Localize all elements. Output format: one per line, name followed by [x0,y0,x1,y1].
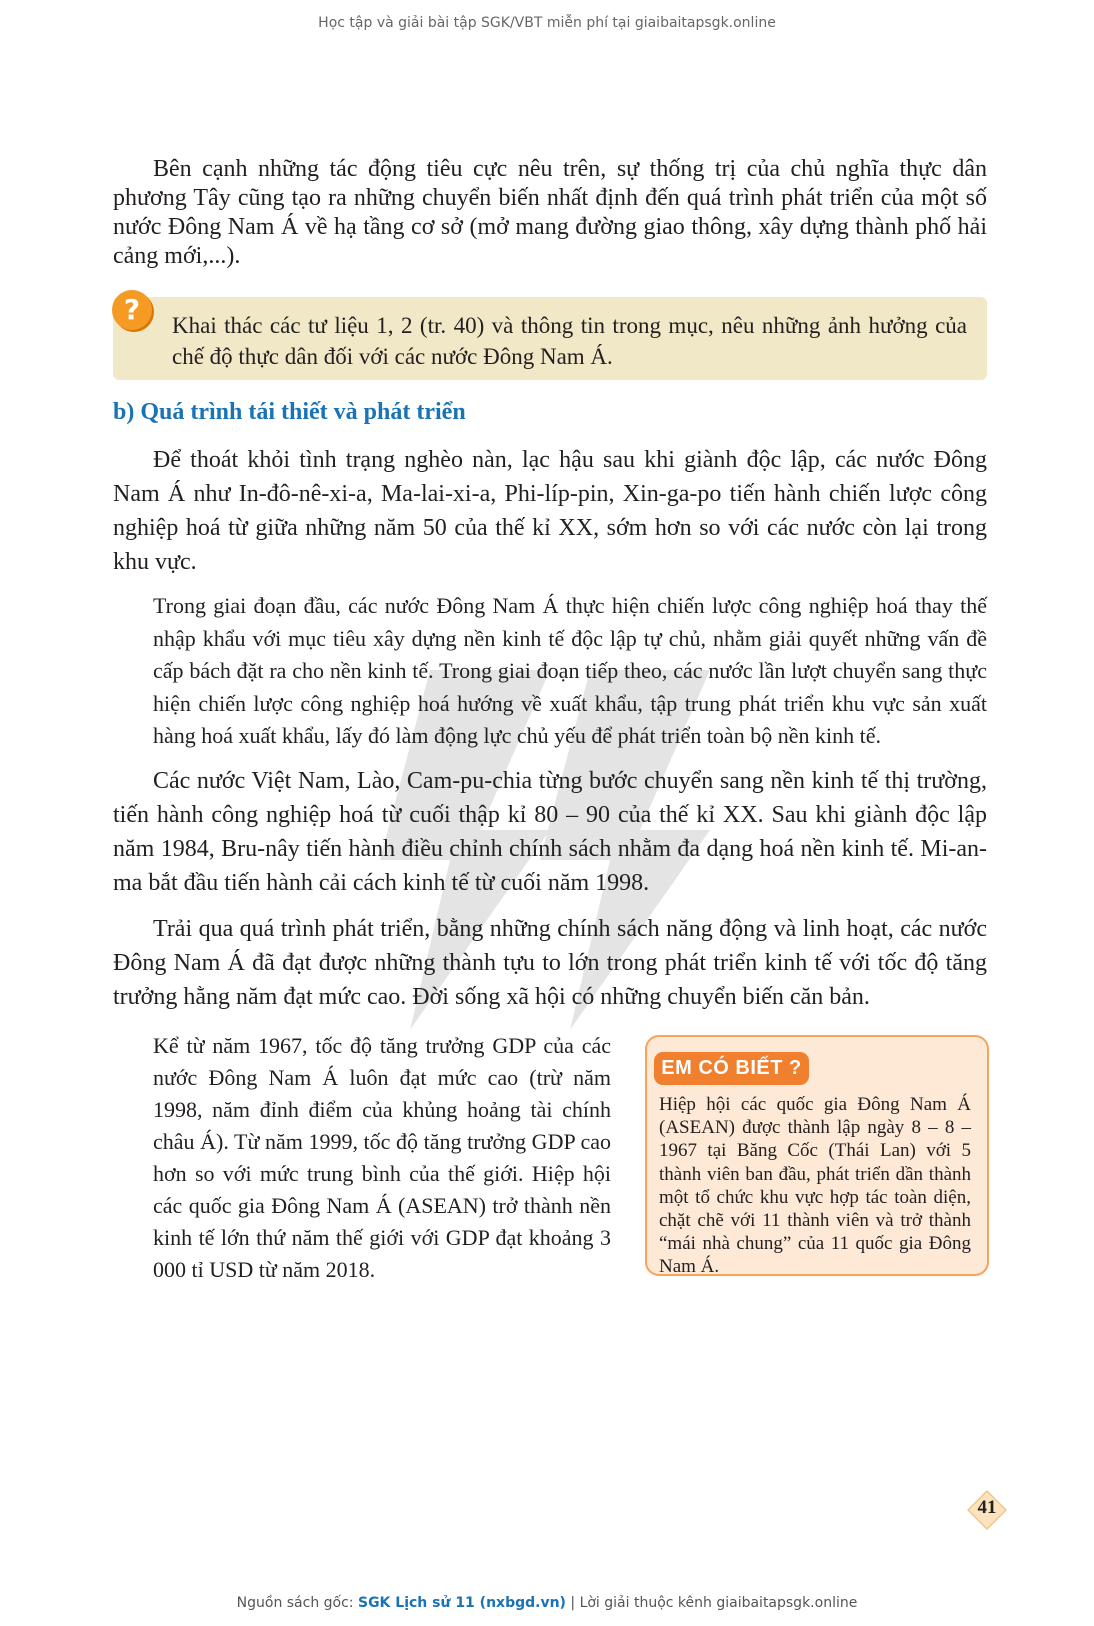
achievements-paragraph: Trải qua quá trình phát triển, bằng những chính sách năng động và linh hoạt, các nước Đông Nam Á đã đạt được những thành tựu to lớn trong phát triển kinh tế với tốc độ tăng trưởng hằng năm đạt mức cao. Đời sống xã hội có những chuyển biến căn bản. [113,916,987,1010]
vietnam-laos-paragraph: Các nước Việt Nam, Lào, Cam-pu-chia từng bước chuyển sang nền kinh tế thị trường, tiến hành công nghiệp hoá từ cuối thập kỉ 80 – 90 của thế kỉ XX. Sau khi giành độc lập năm 1984, Bru-nây tiến hành điều chỉnh chính sách nhằm đa dạng hoá nền kinh tế. Mi-an-ma bắt đầu tiến hành cải cách kinh tế từ cuối năm 1998. [113,768,987,896]
question-mark-icon: ? [112,290,152,330]
quote-paragraph: Trong giai đoạn đầu, các nước Đông Nam Á thực hiện chiến lược công nghiệp hoá thay thế nhập khẩu với mục tiêu xây dựng nền kinh tế độc lập tự chủ, nhằm giải quyết những vấn đề cấp bách đặt ra cho nền kinh tế. Trong giai đoạn tiếp theo, các nước lần lượt chuyển sang thực hiện chiến lược công nghiệp hoá hướng về xuất khẩu, tập trung phát triển khu vực sản xuất hàng hoá xuất khẩu, lấy đó làm động lực chủ yếu để phát triển toàn bộ nền kinh tế. [153,593,987,748]
did-you-know-label: EM CÓ BIẾT ? [654,1052,809,1085]
question-text: Khai thác các tư liệu 1, 2 (tr. 40) và thông tin trong mục, nêu những ảnh hưởng của chế độ thực dân đối với các nước Đông Nam Á. [172,313,967,369]
footer-prefix: Nguồn sách gốc: [236,1595,358,1611]
page-number: 41 [977,1497,997,1518]
site-header: Học tập và giải bài tập SGK/VBT miễn phí tại giaibaitapsgk.online [318,15,776,31]
footer-suffix: | Lời giải thuộc kênh giaibaitapsgk.online [565,1595,858,1611]
did-you-know-text: Hiệp hội các quốc gia Đông Nam Á (ASEAN) được thành lập ngày 8 – 8 – 1967 tại Băng Cốc (Thái Lan) với 5 thành viên ban đầu, phát triển dần thành một tổ chức khu vực hợp tác toàn diện, chặt chẽ với 11 thành viên và trở thành “mái nhà chung” của 11 quốc gia Đông Nam Á. [659,1094,971,1278]
intro-paragraph: Bên cạnh những tác động tiêu cực nêu trên, sự thống trị của chủ nghĩa thực dân phương Tây cũng tạo ra những chuyển biến nhất định đến quá trình phát triển của một số nước Đông Nam Á về hạ tầng cơ sở (mở mang đường giao thông, xây dựng thành phố hải cảng mới,...). [113,156,987,269]
development-paragraph: Để thoát khỏi tình trạng nghèo nàn, lạc hậu sau khi giành độc lập, các nước Đông Nam Á như In-đô-nê-xi-a, Ma-lai-xi-a, Phi-líp-pin, Xin-ga-po tiến hành chiến lược công nghiệp hoá từ giữa những năm 50 của thế kỉ XX, sớm hơn so với các nước còn lại trong khu vực. [113,447,987,575]
gdp-paragraph: Kể từ năm 1967, tốc độ tăng trưởng GDP của các nước Đông Nam Á luôn đạt mức cao (trừ năm 1998, năm đỉnh điểm của khủng hoảng tài chính châu Á). Từ năm 1999, tốc độ tăng trưởng GDP cao hơn so với mức trung bình của thế giới. Hiệp hội các quốc gia Đông Nam Á (ASEAN) trở thành nền kinh tế lớn thứ năm thế giới với GDP đạt khoảng 3 000 tỉ USD từ năm 2018. [153,1033,611,1282]
source-footer [0,1595,1094,1611]
section-heading: b) Quá trình tái thiết và phát triển [113,399,466,425]
footer-book-link[interactable]: SGK Lịch sử 11 (nxbgd.vn) [357,1595,566,1611]
